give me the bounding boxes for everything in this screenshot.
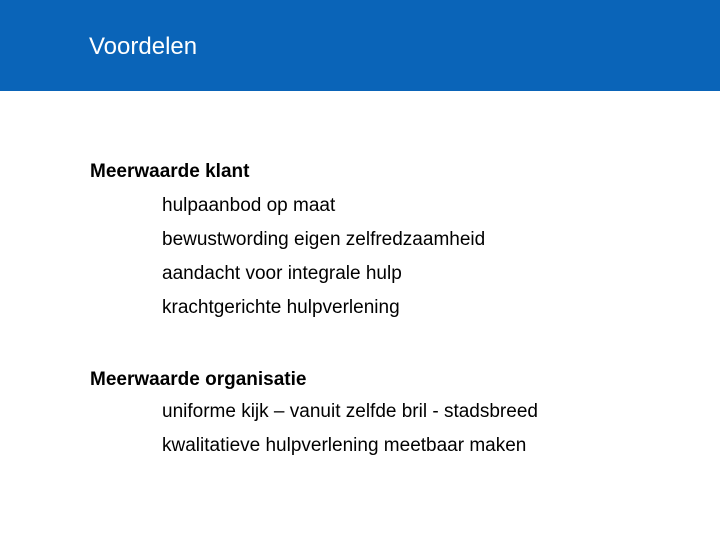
slide-title: Voordelen: [89, 33, 198, 60]
bullet-list: [90, 395, 690, 463]
section-heading: Meerwaarde klant: [90, 161, 250, 182]
section-heading: Meerwaarde organisatie: [90, 369, 307, 390]
list-item: aandacht voor integrale hulp: [162, 263, 402, 284]
bullet-list: [90, 189, 690, 325]
section-meerwaarde-klant: [90, 157, 690, 325]
list-item: kwalitatieve hulpverlening meetbaar maken: [162, 435, 527, 456]
list-item: hulpaanbod op maat: [162, 195, 336, 216]
list-item: bewustwording eigen zelfredzaamheid: [162, 229, 486, 250]
list-item: krachtgerichte hulpverlening: [162, 297, 400, 318]
section-meerwaarde-organisatie: [90, 365, 690, 463]
header-bar: [0, 0, 720, 91]
list-item: uniforme kijk – vanuit zelfde bril - stadsbreed: [162, 401, 538, 422]
